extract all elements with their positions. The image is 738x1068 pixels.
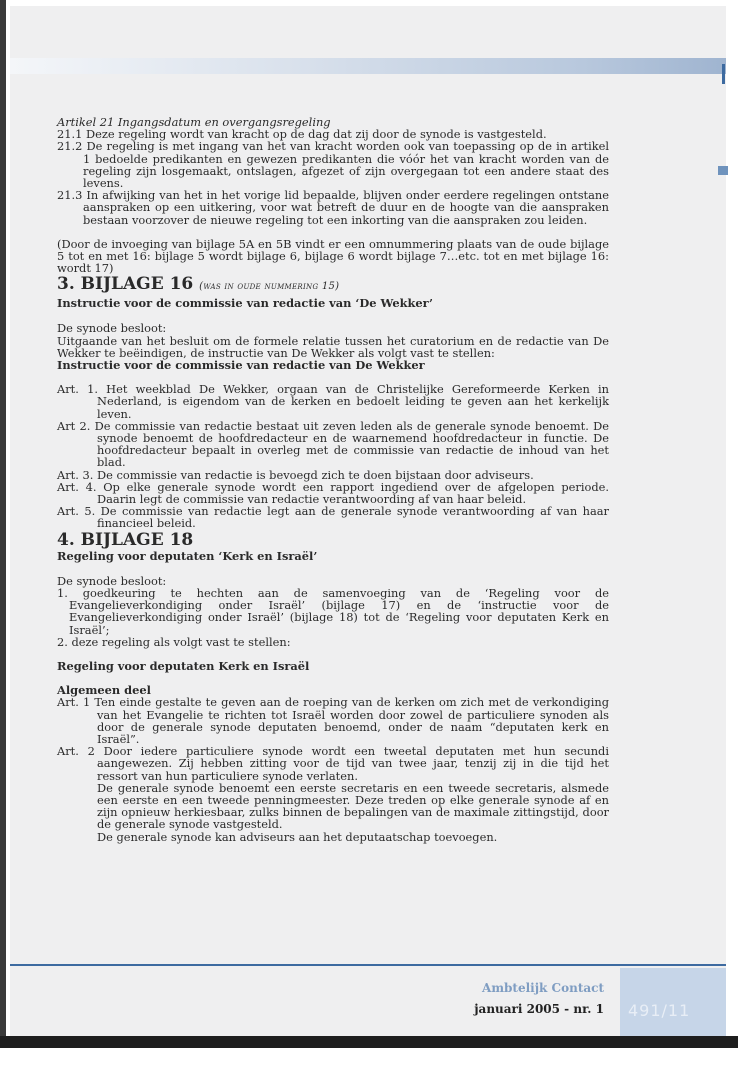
section4-intro: De synode besloot: bbox=[57, 573, 167, 588]
section4-article: Art. 1 Ten einde gestalte te geven aan de roeping van de kerken om zich met de verkondiging van het Evangelie te richten tot Israël worden door zowel de particuliere synoden als door de generale synode deputaten benoemd, onder de naam “deputaten kerk en Israël”. bbox=[57, 695, 609, 746]
scan-edge-left bbox=[0, 0, 6, 1036]
section3-article: Art 2. De commissie van redactie bestaat uit zeven leden als de generale synode benoemt. De synode benoemt de hoofdredacteur en de waarnemend hoofdredacteur in functie. De hoofdredacteur bepaalt in overleg met de commissie van redactie de inhoud van het blad. bbox=[57, 418, 609, 470]
page-number: 491/11 bbox=[628, 1001, 691, 1020]
article21-heading: Artikel 21 Ingangsdatum en overgangsregeling bbox=[57, 115, 331, 129]
section3-article: Art. 1. Het weekblad De Wekker, orgaan van de Christelijke Gereformeerde Kerken in Nederland, is eigendom van de kerken en bedoelt leiding te geven aan het kerkelijk leven. bbox=[57, 382, 609, 421]
section4-regulation-heading: Regeling voor deputaten Kerk en Israël bbox=[57, 658, 310, 673]
general-part-heading: Algemeen deel bbox=[57, 683, 151, 698]
scan-edge-bottom bbox=[0, 1036, 738, 1048]
issue-date: januari 2005 - nr. 1 bbox=[474, 1002, 604, 1016]
publication-name: Ambtelijk Contact bbox=[482, 981, 604, 995]
section3-decision: Uitgaande van het besluit om de formele relatie tussen het curatorium en de redactie van De Wekker te beëindigen, de instructie van De Wekker als volgt vast te stellen: bbox=[57, 333, 609, 360]
section4-article: Art. 2 Door iedere particuliere synode wordt een tweetal deputaten met hun secundi aangewezen. Zij hebben zitting voor de tijd van twee jaar, tenzij zij in die tijd het ressort van hun particuliere synode verlaten. bbox=[57, 744, 609, 783]
header-band-edge bbox=[722, 64, 725, 84]
section4-article-paragraph: De generale synode kan adviseurs aan het deputaatschap toevoegen. bbox=[97, 829, 498, 844]
section3-article: Art. 4. Op elke generale synode wordt een rapport ingediend over de afgelopen periode. Daarin legt de commissie van redactie verantwoording af van haar beleid. bbox=[57, 479, 609, 507]
footer-rule bbox=[10, 964, 726, 966]
section3-intro: De synode besloot: bbox=[57, 321, 167, 336]
header-band bbox=[10, 58, 726, 74]
main-text bbox=[57, 116, 609, 843]
section4-point: 1. goedkeuring te hechten aan de samenvoeging van de ‘Regeling voor de Evangelieverkondiging onder Israël’ (bijlage 17) en de ‘instructie voor de Evangelieverkondiging onder Israël’ (bijlage 18) tot de ‘Regeling voor deputaten Kerk en Israël’; bbox=[57, 585, 609, 637]
section4-subtitle: Regeling voor deputaten ‘Kerk en Israël’ bbox=[57, 548, 318, 563]
article21-item: 21.2 De regeling is met ingang van het van kracht worden ook van toepassing op de in artikel 1 bedoelde predikanten en gewezen predikanten die vóór het van kracht worden van de regeling zijn losgemaakt, ontslagen, afgezet of zijn overgegaan tot een andere staat des levens. bbox=[57, 139, 609, 191]
section3-subtitle: Instructie voor de commissie van redactie van ‘De Wekker’ bbox=[57, 296, 433, 311]
document-page bbox=[10, 6, 726, 1040]
article21-item: 21.3 In afwijking van het in het vorige lid bepaalde, blijven onder eerdere regelingen ontstane aanspraken op een uitkering, voor wat betreft de duur en de hoogte van die aanspraken bestaan voorzover de nieuwe regeling tot een inkorting van die aanspraken zou leiden. bbox=[57, 188, 609, 227]
section4-article-paragraph: De generale synode benoemt een eerste secretaris en een tweede secretaris, alsmede een eerste en een tweede penningmeester. Deze treden op elke generale synode af en zijn opnieuw herkiesbaar, zulks binnen de bepalingen van de maximale zittingstijd, door de generale synode vastgesteld. bbox=[97, 780, 609, 832]
section3-instruction-heading: Instructie voor de commissie van redactie van De Wekker bbox=[57, 358, 425, 373]
section3-article: Art. 3. De commissie van redactie is bevoegd zich te doen bijstaan door adviseurs. bbox=[57, 467, 534, 482]
section3-title: 3. BIJLAGE 16 (was in oude nummering 15) bbox=[57, 274, 340, 295]
margin-tab bbox=[718, 166, 728, 175]
renumbering-note: (Door de invoeging van bijlage 5A en 5B vindt er een omnummering plaats van de oude bijlage 5 tot en met 16: bijlage 5 wordt bijlage 6, bijlage 6 wordt bijlage 7…etc. tot en met bijlage 16: wordt 17) bbox=[57, 236, 609, 276]
section4-point: 2. deze regeling als volgt vast te stellen: bbox=[57, 634, 291, 649]
section4-title: 4. BIJLAGE 18 bbox=[57, 529, 194, 550]
article21-item: 21.1 Deze regeling wordt van kracht op de dag dat zij door de synode is vastgesteld. bbox=[57, 127, 547, 142]
section3-article: Art. 5. De commissie van redactie legt aan de generale synode verantwoording af van haar financieel beleid. bbox=[57, 504, 609, 531]
